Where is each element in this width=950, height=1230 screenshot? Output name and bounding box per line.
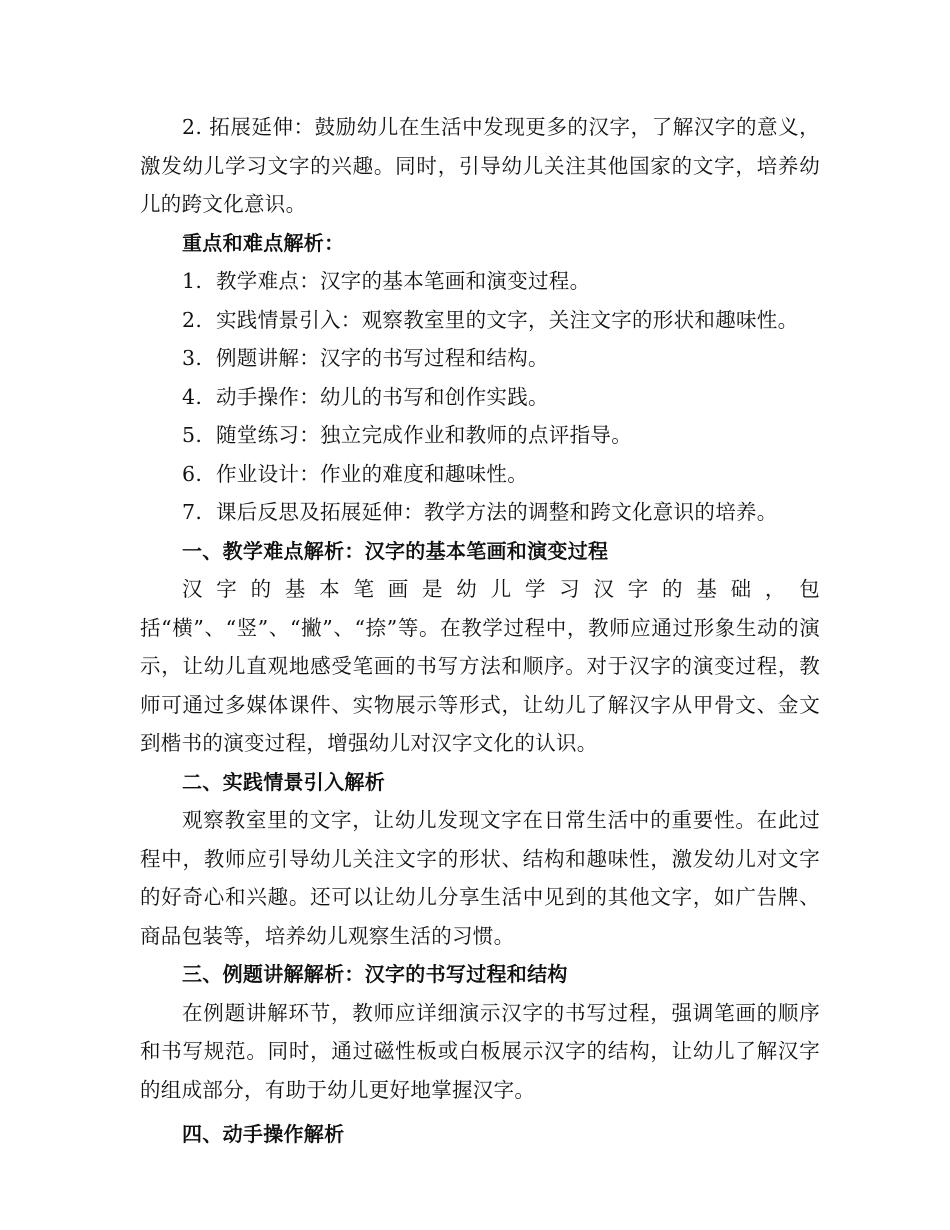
section-heading: 一、教学难点解析：汉字的基本笔画和演变过程 [182,538,609,563]
key-points-list [140,262,820,532]
list-item-number: 6. [182,461,203,486]
section-heading: 四、动手操作解析 [182,1122,345,1146]
list-item-text: 实践情景引入：观察教室里的文字，关注文字的形状和趣味性。 [216,307,799,332]
list-item-number: 3. [182,346,203,370]
list-item-text: 随堂练习：独立完成作业和教师的点评指导。 [216,423,632,447]
list-item-number: 1. [182,269,203,293]
list-item-number: 4. [182,384,203,409]
section-heading: 三、例题讲解解析：汉字的书写过程和结构 [182,962,568,986]
key-points-heading: 重点和难点解析： [182,230,345,255]
list-item [140,416,820,455]
intro-paragraph: 2. 拓展延伸：鼓励幼儿在生活中发现更多的汉字，了解汉字的意义，激发幼儿学习文字的兴趣。同时，引导幼儿关注其他国家的文字，培养幼儿的跨文化意识。 [140,115,820,216]
list-item [140,262,820,301]
list-item-text: 例题讲解：汉字的书写过程和结构。 [216,346,549,370]
section-heading: 二、实践情景引入解析 [182,769,385,794]
list-item-text: 教学难点：汉字的基本笔画和演变过程。 [216,269,591,293]
list-item [140,339,820,378]
list-item-number: 2. [182,307,203,332]
list-item-text: 动手操作：幼儿的书写和创作实践。 [216,384,549,409]
list-item-number: 7. [182,500,203,524]
document-body [140,108,820,1154]
section-paragraph: 在例题讲解环节，教师应详细演示汉字的书写过程，强调笔画的顺序和书写规范。同时，通过磁性板或白板展示汉字的结构，让幼儿了解汉字的组成部分，有助于幼儿更好地掌握汉字。 [140,1000,820,1102]
list-item [140,301,820,340]
section-paragraph: 观察教室里的文字，让幼儿发现文字在日常生活中的重要性。在此过程中，教师应引导幼儿关注文字的形状、结构和趣味性，激发幼儿对文字的好奇心和兴趣。还可以让幼儿分享生活中见到的其他文字，如广告牌、商品包装等，培养幼儿观察生活的习惯。 [140,808,820,948]
list-item [140,378,820,417]
list-item-text: 作业设计：作业的难度和趣味性。 [216,461,528,486]
list-item [140,455,820,494]
list-item-text: 课后反思及拓展延伸：教学方法的调整和跨文化意识的培养。 [216,500,778,524]
list-item [140,493,820,532]
list-item-number: 5. [182,423,203,447]
section-paragraph: 汉字的基本笔画是幼儿学习汉字的基础，包括“横”、“竖”、“撇”、“捺”等。在教学过程中，教师应通过形象生动的演示，让幼儿直观地感受笔画的书写方法和顺序。对于汉字的演变过程，教师可通过多媒体课件、实物展示等形式，让幼儿了解汉字从甲骨文、金文到楷书的演变过程，增强幼儿对汉字文化的认识。 [140,577,820,755]
